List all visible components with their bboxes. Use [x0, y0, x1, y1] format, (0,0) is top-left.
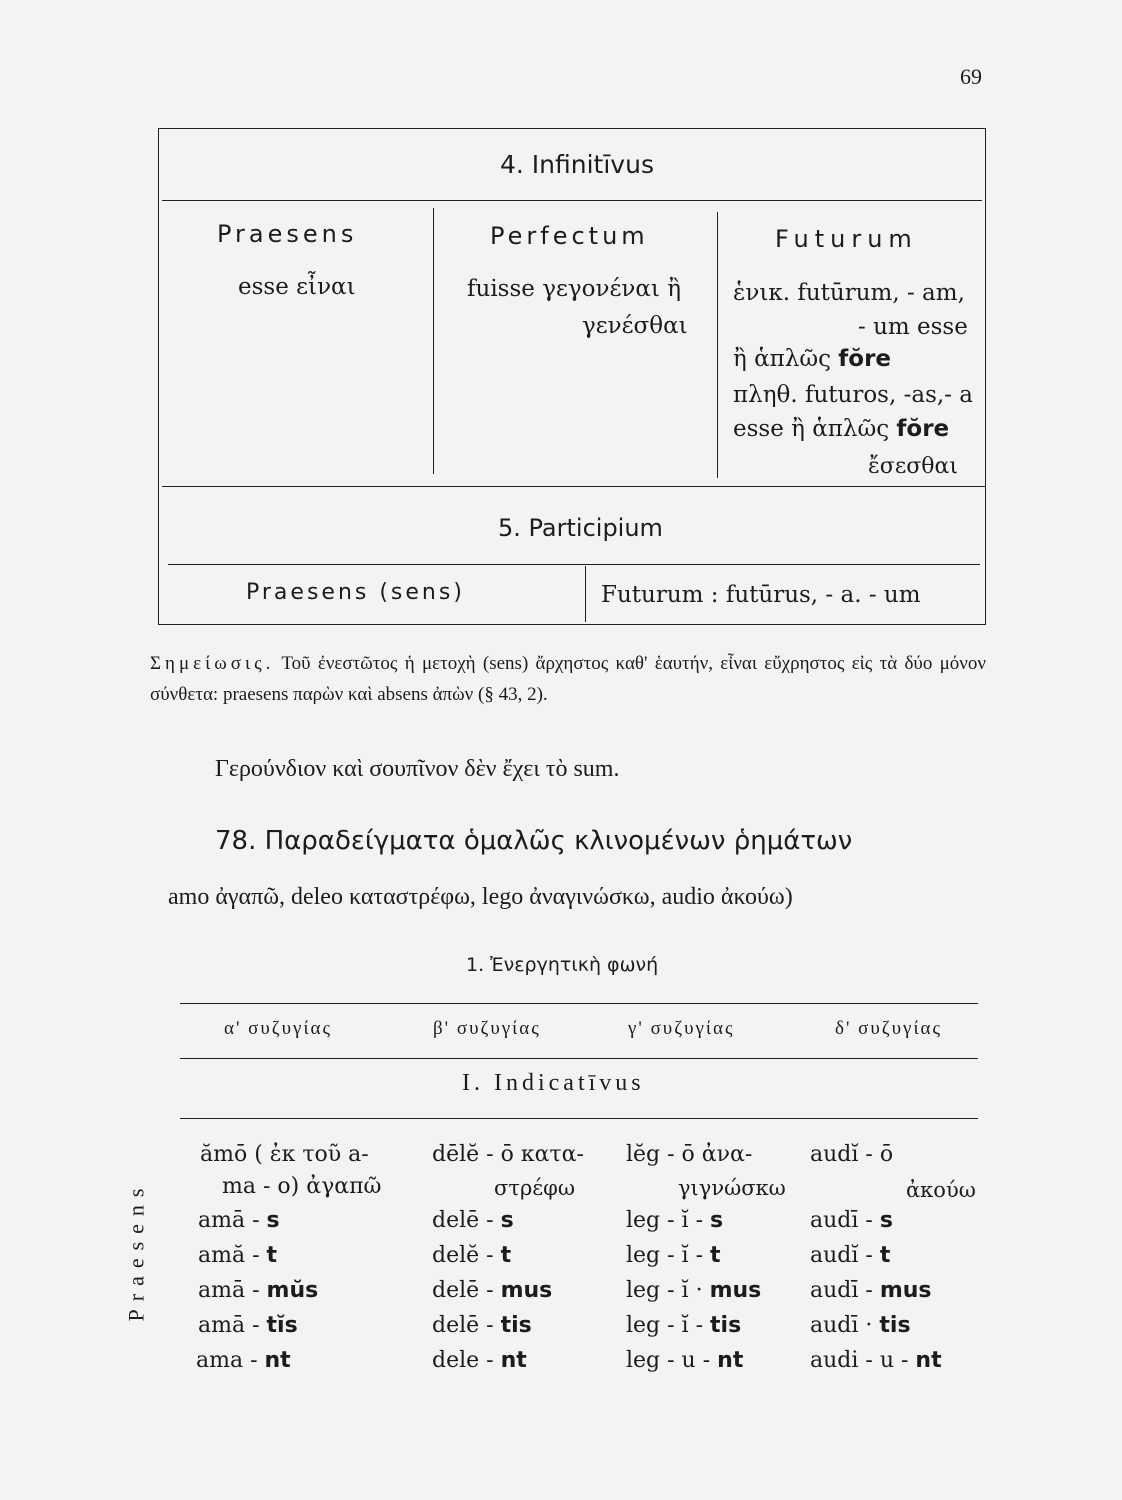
form-cell: amā - tĭs: [198, 1313, 298, 1338]
tense-label: Praesens: [123, 1180, 149, 1322]
form-cell: leg - ĭ · mus: [626, 1278, 762, 1303]
form-cell: leg - ĭ - s: [626, 1208, 724, 1233]
form-cell: delē - tis: [432, 1313, 532, 1338]
futurum-fore-1: fŏre: [838, 346, 892, 372]
column-header-futurum: Futurum: [775, 225, 918, 253]
section-78-subtitle: amo ἀγαπῶ, deleo καταστρέφω, lego ἀναγινώσκω, audio ἀκούω): [168, 884, 793, 910]
participium-top-rule: [162, 486, 986, 487]
futurum-esse-label: esse ἢ ἁπλῶς: [733, 416, 890, 442]
form-cell: delē - s: [432, 1208, 514, 1233]
infinitivus-box: [158, 128, 986, 624]
participium-heading: 5. Participium: [498, 514, 663, 542]
form-1sg-c1: ămō ( ἐκ τοῦ a-: [200, 1142, 369, 1167]
note-label: Σημείωσις.: [150, 653, 275, 674]
column-header-perfectum: Perfectum: [490, 222, 649, 250]
form-cell: audi - u - nt: [810, 1348, 942, 1373]
futurum-simple-label: ἢ ἁπλῶς: [733, 346, 831, 372]
form-cell: audī · tis: [810, 1313, 911, 1338]
box-top-rule: [158, 128, 986, 129]
note-text: Τοῦ ἐνεστῶτος ἡ μετοχὴ (sens) ἄρχηστος καθ' ἑαυτήν, εἶναι εὔχρηστος εἰς τὰ δύο μόνον σύνθετα: praesens παρὼν καὶ absens ἀπὼν (§ 43, 2).: [150, 653, 986, 705]
form-1sg-c2: dēlĕ - ō κατα-: [432, 1142, 584, 1167]
form-1sg-c4: audĭ - ō: [810, 1142, 894, 1167]
conjugation-3: γ' συζυγίας: [628, 1018, 735, 1039]
participium-divider: [585, 566, 586, 622]
participium-praesens: Praesens (sens): [246, 580, 465, 605]
participium-heading-rule: [168, 564, 980, 565]
form-1sg-c2-cont: στρέφω: [494, 1176, 576, 1200]
form-cell: leg - ĭ - tis: [626, 1313, 742, 1338]
perfectum-form-line2: γενέσθαι: [582, 313, 688, 339]
page-number: 69: [960, 64, 982, 89]
form-cell: amă - t: [198, 1243, 278, 1268]
column-divider-2: [717, 212, 718, 478]
form-cell: ama - nt: [196, 1348, 291, 1373]
conjugation-bottom-rule: [180, 1058, 978, 1059]
form-cell: audī - mus: [810, 1278, 932, 1303]
futurum-line4: πληθ. futuros, -as,- a: [733, 382, 973, 408]
conjugation-top-rule: [180, 1003, 978, 1004]
futurum-line2: - um esse: [858, 314, 968, 340]
form-cell: audĭ - t: [810, 1243, 891, 1268]
form-cell: amā - mŭs: [198, 1278, 319, 1303]
form-1sg-c3-cont: γιγνώσκω: [678, 1176, 786, 1200]
conjugation-2: β' συζυγίας: [433, 1018, 541, 1039]
form-cell: delē - mus: [432, 1278, 553, 1303]
form-1sg-c1-cont: ma - o) ἀγαπῶ: [222, 1174, 382, 1199]
gerund-line: Γερούνδιον καὶ σουπῖνον δὲν ἔχει τὸ sum.: [215, 756, 620, 782]
praesens-form: esse εἶναι: [238, 274, 356, 300]
futurum-line1: ἑνικ. futūrum, - am,: [733, 280, 965, 306]
form-cell: leg - ĭ - t: [626, 1243, 721, 1268]
box-bottom-rule: [158, 624, 986, 625]
note-paragraph: [150, 648, 986, 710]
form-cell: amā - s: [198, 1208, 280, 1233]
futurum-line5: [733, 416, 949, 442]
conjugation-1: α' συζυγίας: [224, 1018, 333, 1039]
conjugation-4: δ' συζυγίας: [835, 1018, 943, 1039]
column-header-praesens: Praesens: [217, 220, 358, 248]
infinitivus-heading: 4. Infinitīvus: [500, 150, 654, 179]
form-cell: delĕ - t: [432, 1243, 512, 1268]
voice-heading: 1. Ἐνεργητικὴ φωνή: [466, 954, 659, 976]
futurum-fore-2: fŏre: [896, 416, 950, 442]
perfectum-form-line1: fuisse γεγονέναι ἢ: [467, 276, 681, 302]
column-divider-1: [433, 208, 434, 474]
mood-rule: [180, 1118, 978, 1119]
mood-heading: I. Indicatīvus: [462, 1070, 645, 1096]
futurum-line3: [733, 346, 891, 372]
infinitivus-heading-rule: [162, 200, 982, 201]
futurum-line6: ἔσεσθαι: [868, 454, 958, 479]
form-1sg-c3: lĕg - ō ἀνα-: [626, 1142, 753, 1167]
section-78-title: 78. Παραδείγματα ὁμαλῶς κλινομένων ῥημάτων: [215, 826, 853, 856]
participium-futurum: Futurum : futūrus, - a. - um: [601, 582, 921, 608]
form-cell: dele - nt: [432, 1348, 527, 1373]
form-1sg-c4-cont: ἀκούω: [906, 1178, 976, 1202]
form-cell: audī - s: [810, 1208, 893, 1233]
form-cell: leg - u - nt: [626, 1348, 744, 1373]
